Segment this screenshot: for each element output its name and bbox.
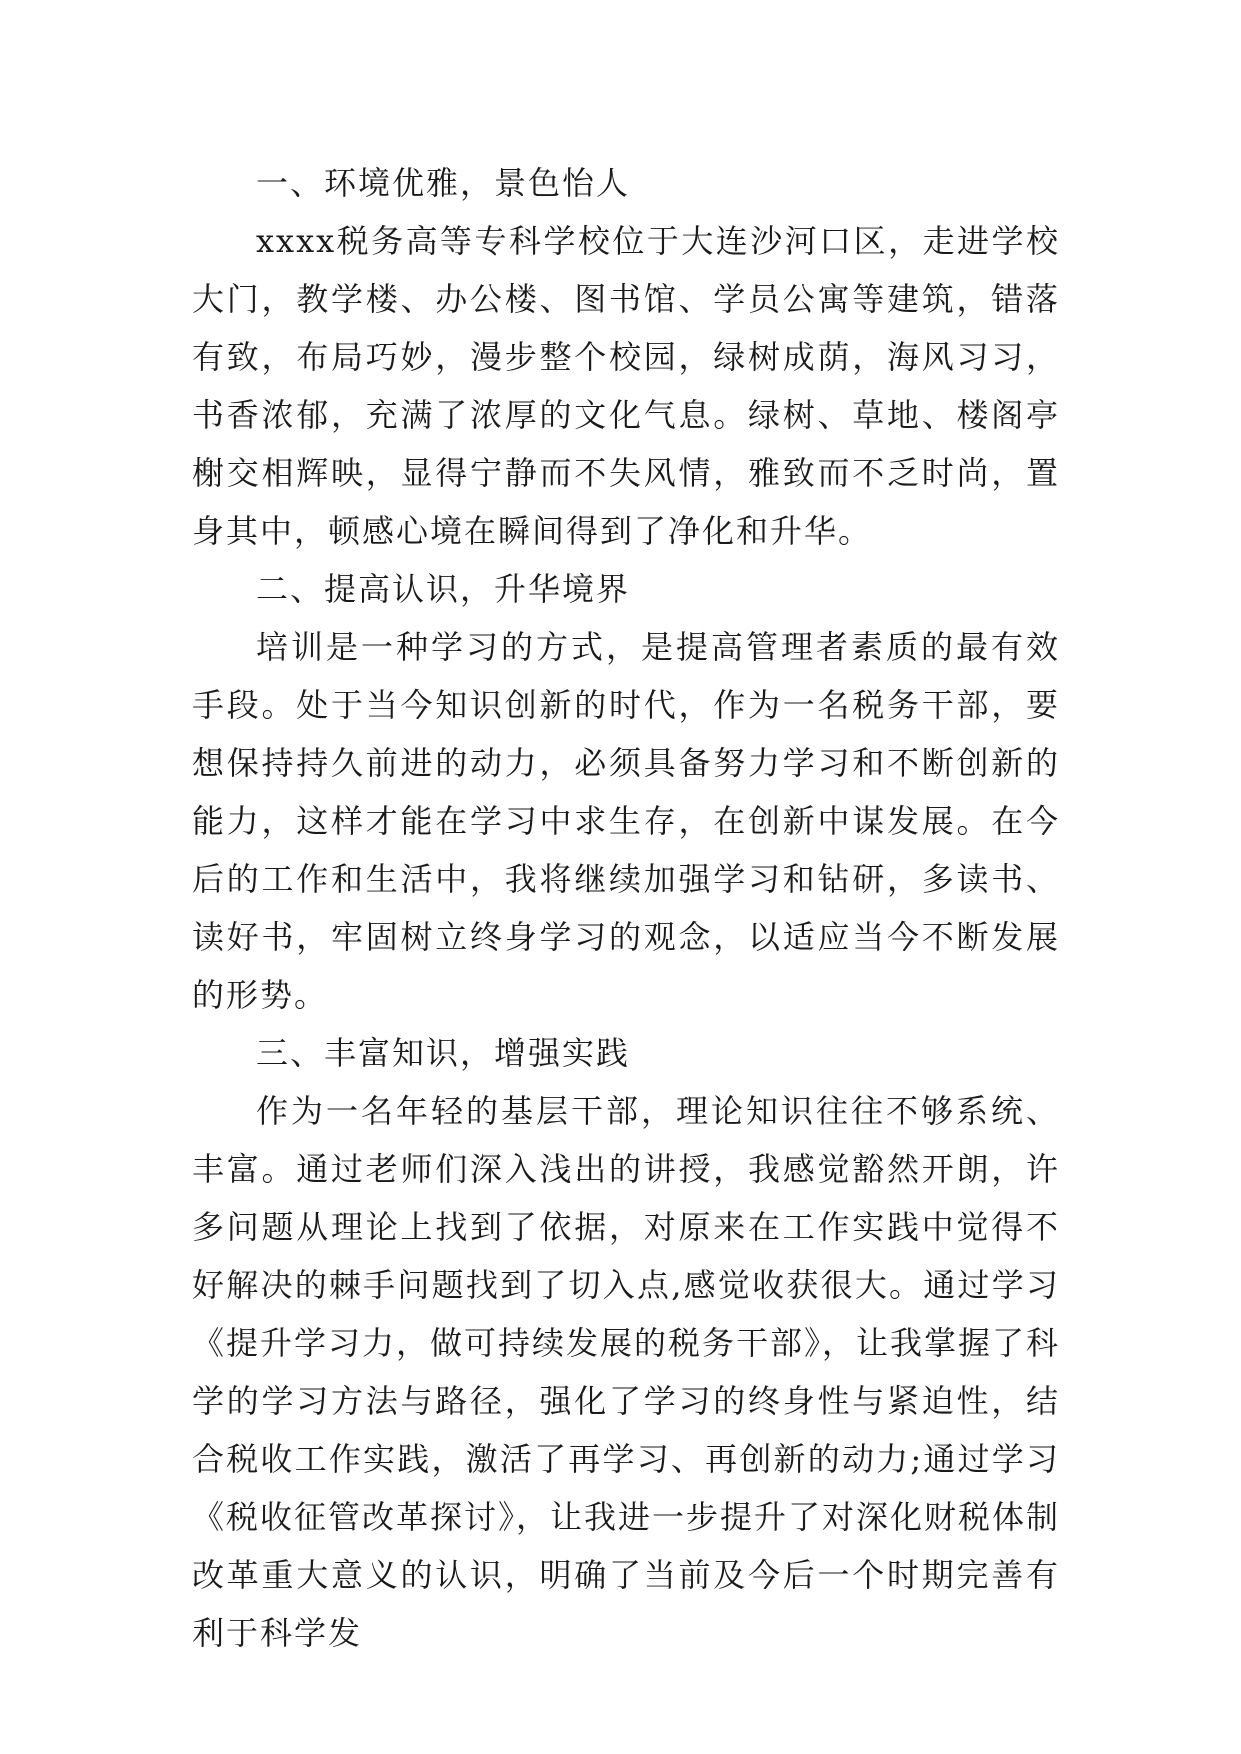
section-heading-1: 一、环境优雅，景色怡人 — [256, 164, 631, 202]
section-paragraph-3: 作为一名年轻的基层干部，理论知识往往不够系统、丰富。通过老师们深入浅出的讲授，我感觉豁然开朗，许多问题从理论上找到了依据，对原来在工作实践中觉得不好解决的棘手问题找到了切入点,感觉收获很大。通过学习《提升学习力，做可持续发展的税务干部》，让我掌握了科学的学习方法与路径，强化了学习的终身性与紧迫性，结合税收工作实践，激活了再学习、再创新的动力;通过学习《税收征管改革探讨》，让我进一步提升了对深化财税体制改革重大意义的认识，明确了当前及今后一个时期完善有利于科学发 — [192, 1092, 1061, 1652]
section-heading-2: 二、提高认识，升华境界 — [256, 570, 631, 608]
section-paragraph-1: xxxx税务高等专科学校位于大连沙河口区，走进学校大门，教学楼、办公楼、图书馆、学员公寓等建筑，错落有致，布局巧妙，漫步整个校园，绿树成荫，海风习习，书香浓郁，充满了浓厚的文化气息。绿树、草地、楼阁亭榭交相辉映，显得宁静而不失风情，雅致而不乏时尚，置身其中，顿感心境在瞬间得到了净化和升华。 — [192, 222, 1060, 550]
document-body — [192, 154, 1060, 1662]
section-paragraph-2: 培训是一种学习的方式，是提高管理者素质的最有效手段。处于当今知识创新的时代，作为一名税务干部，要想保持持久前进的动力，必须具备努力学习和不断创新的能力，这样才能在学习中求生存，在创新中谋发展。在今后的工作和生活中，我将继续加强学习和钻研，多读书、读好书，牢固树立终身学习的观念，以适应当今不断发展的形势。 — [192, 628, 1060, 1014]
section-heading-3: 三、丰富知识，增强实践 — [256, 1034, 631, 1072]
